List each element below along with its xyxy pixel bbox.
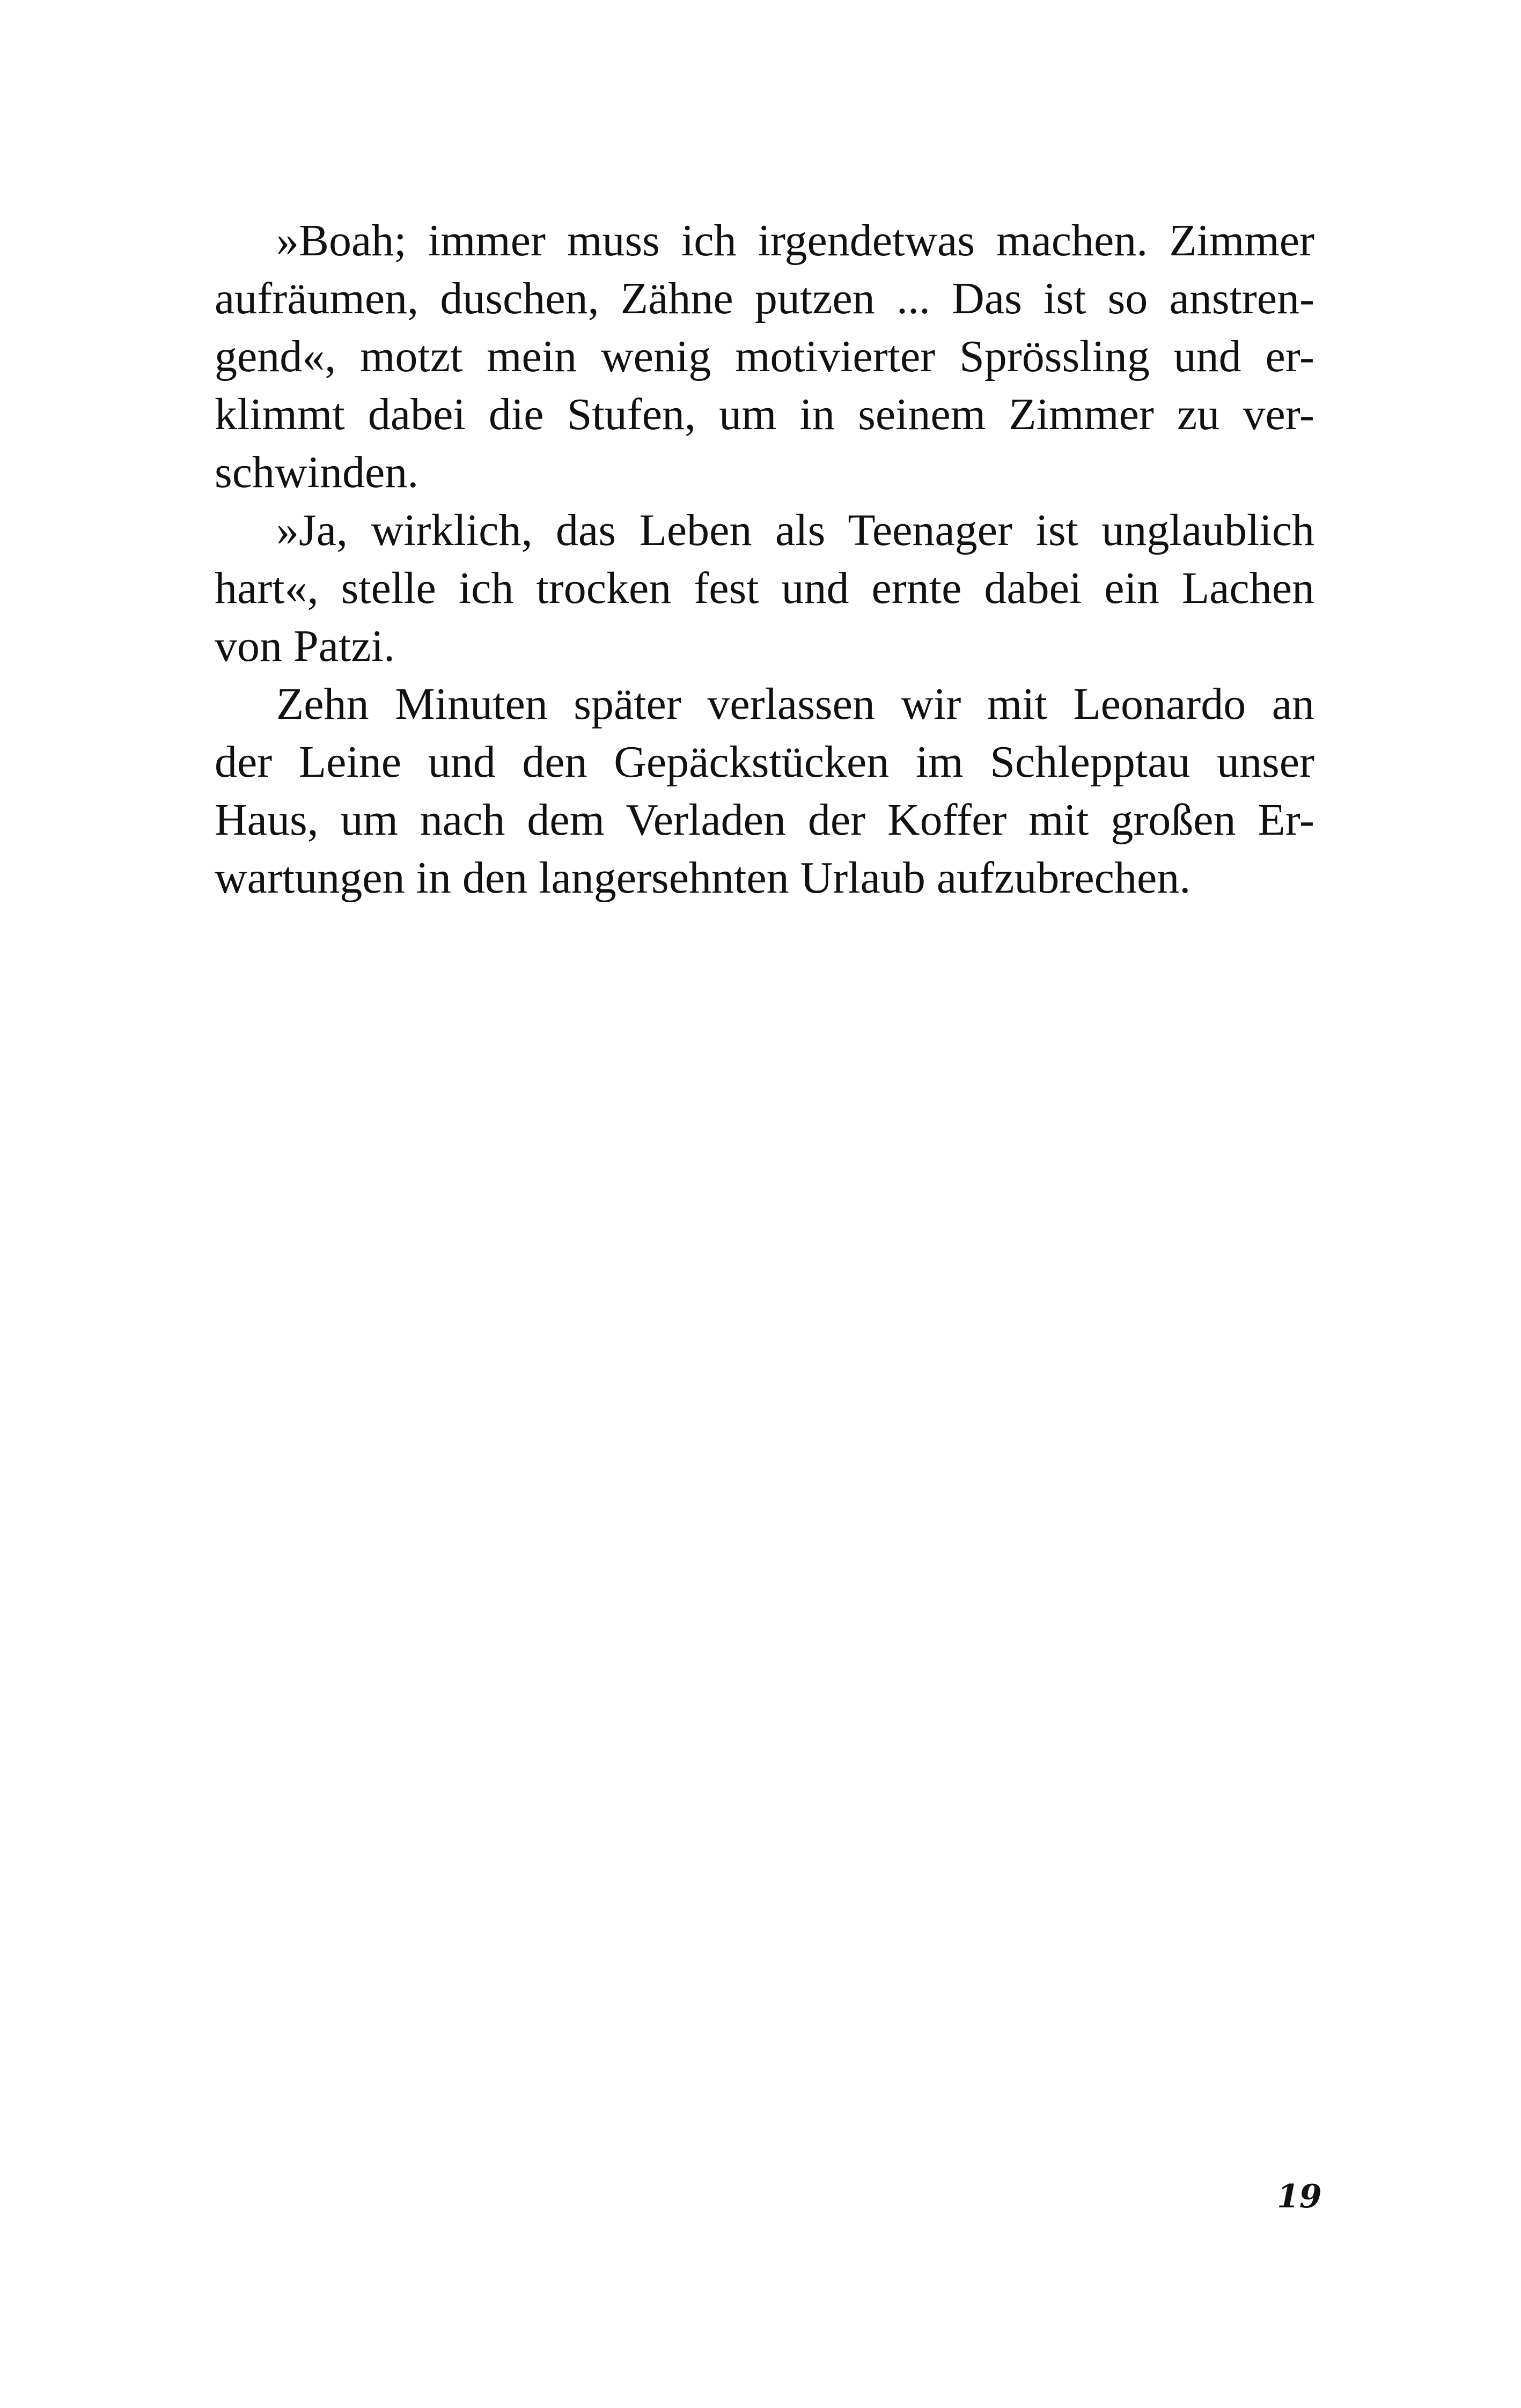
paragraph	[215, 502, 1314, 675]
text-line: Haus, um nach dem Verladen der Koffer mit großen Er-	[215, 795, 1314, 845]
text-line: »Ja, wirklich, das Leben als Teenager ist unglaublich	[276, 505, 1314, 555]
text-line: schwinden.	[215, 447, 419, 497]
text-line: »Boah; immer muss ich irgendetwas machen. Zimmer	[276, 216, 1314, 266]
paragraph	[215, 675, 1314, 907]
page-number: 19	[1277, 2178, 1322, 2215]
text-line: der Leine und den Gepäckstücken im Schlepptau unser	[215, 737, 1314, 787]
text-line: hart«, stelle ich trocken fest und ernte dabei ein Lachen	[215, 563, 1314, 613]
text-line: aufräumen, duschen, Zähne putzen ... Das ist so anstren-	[215, 274, 1314, 323]
text-line: Zehn Minuten später verlassen wir mit Leonardo an	[276, 679, 1314, 729]
body-text	[215, 212, 1314, 907]
text-line: gend«, motzt mein wenig motivierter Sprössling und er-	[215, 332, 1314, 381]
text-line: von Patzi.	[215, 621, 395, 671]
text-line: klimmt dabei die Stufen, um in seinem Zimmer zu ver-	[215, 389, 1314, 439]
text-line: wartungen in den langersehnten Urlaub aufzubrechen.	[215, 853, 1191, 903]
paragraph	[215, 212, 1314, 502]
